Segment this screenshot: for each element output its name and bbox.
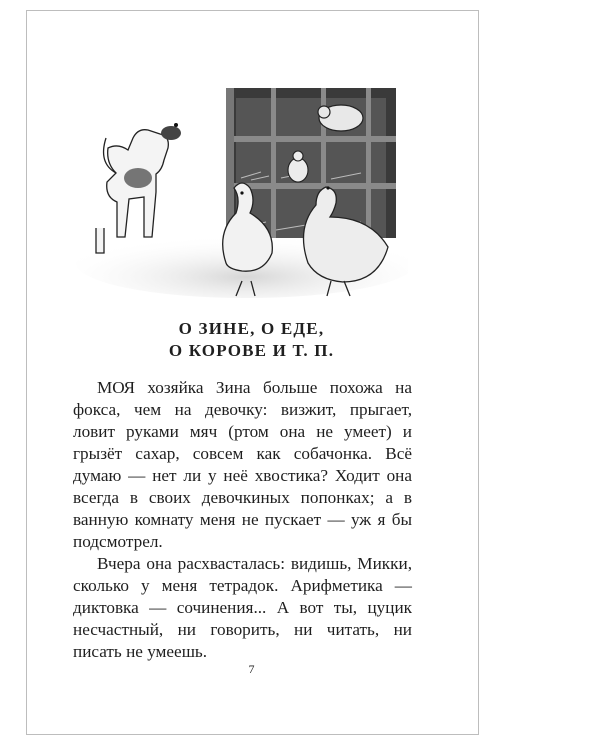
page-number: 7 xyxy=(248,662,255,676)
chapter-title-line-2: О КОРОВЕ И Т. П. xyxy=(168,341,335,360)
paragraph-2: Вчера она расхвасталась: видишь, Микки, сколько у меня тетрадок. Арифметика — диктовка — сочинения... А вот ты, цуцик несчастный, ни говорить, ни читать, ни писать не умеешь. xyxy=(73,554,412,661)
dog-and-chickens-illustration xyxy=(76,78,408,300)
paragraph-1: МОЯ хозяйка Зина больше похожа на фокса, чем на девочку: визжит, прыгает, ловит руками мяч (ртом она не умеет) и грызёт сахар, совсем как собачонка. Всё думаю — нет ли у неё хвостика? Ходит она всегда в своих девочкиных попонках; а в ванную комнату меня не пускает — уж я бы подсмотрел. xyxy=(73,378,412,551)
chapter-body xyxy=(73,377,412,663)
chapter-title-line-1: О ЗИНЕ, О ЕДЕ, xyxy=(178,319,325,338)
page-spine xyxy=(0,0,26,751)
